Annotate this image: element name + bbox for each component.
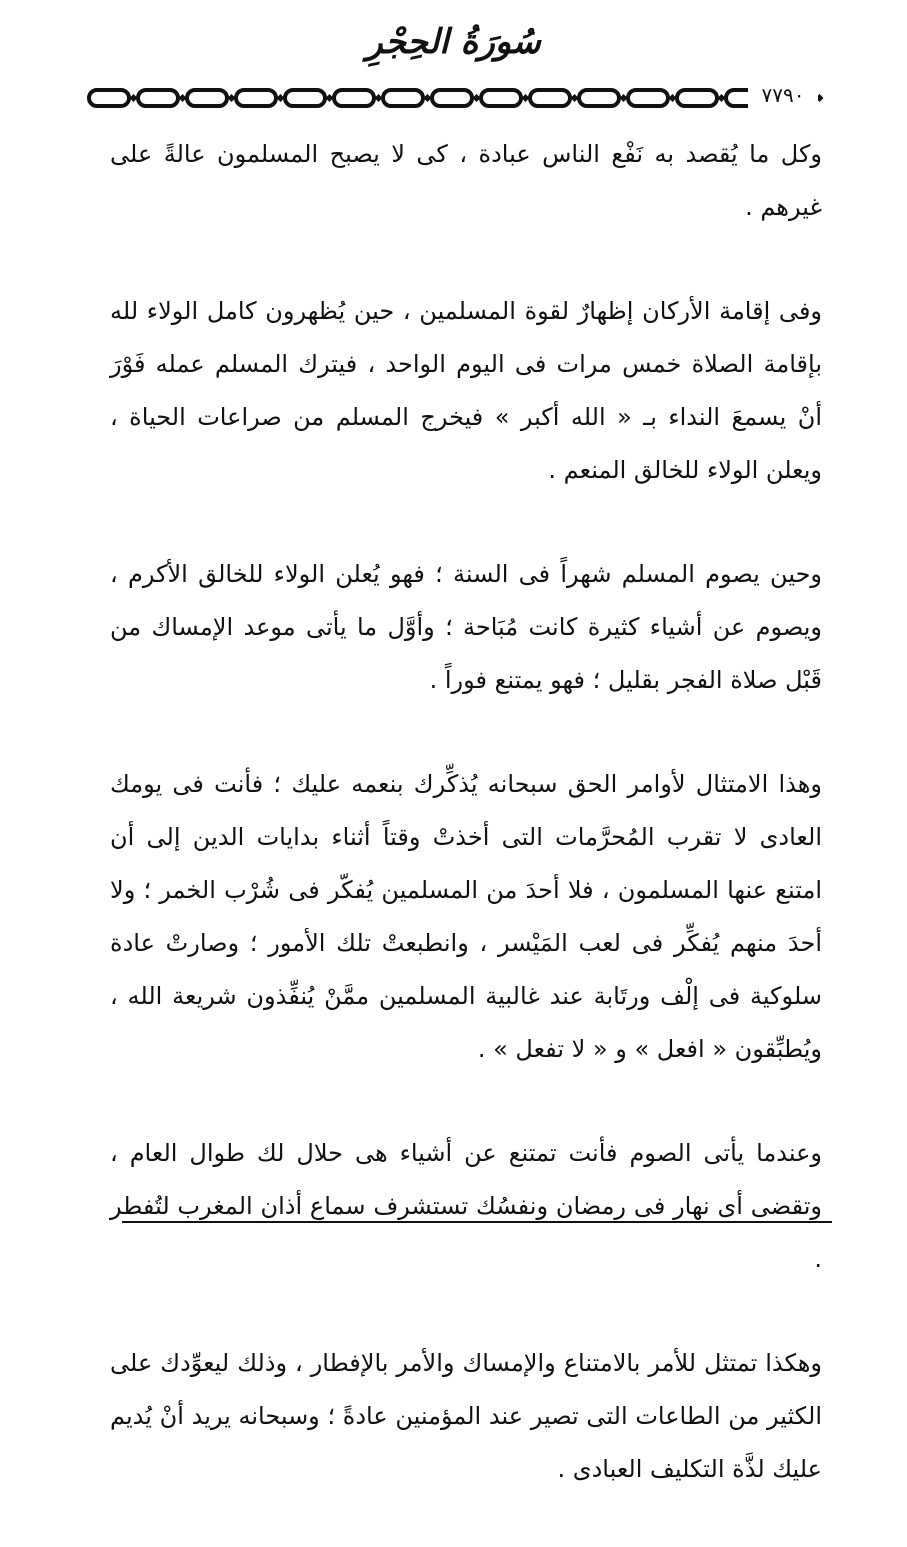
chain-link: [285, 90, 325, 106]
chain-link: [236, 90, 276, 106]
chain-dot: [277, 94, 285, 102]
chain-dot: [424, 94, 432, 102]
chain-link: [530, 90, 570, 106]
chain-dot: [228, 94, 236, 102]
chain-link: [481, 90, 521, 106]
footer-rule: [122, 1221, 832, 1223]
chain-link: [138, 90, 178, 106]
page-body: [110, 128, 822, 1547]
paragraph-1: وكل ما يُقصد به نَفْع الناس عبادة ، كى لا يصبح المسلمون عالةً على غيرهم .: [110, 140, 822, 221]
chain-link: [432, 90, 472, 106]
chain-link: [677, 90, 717, 106]
paragraph-2: وفى إقامة الأركان إظهارٌ لقوة المسلمين ، حين يُظهرون كامل الولاء لله بإقامة الصلاة خمس مرات فى اليوم الواحد ، فيترك المسلم عمله فَوْرَ أنْ يسمعَ النداء بـ « الله أكبر » فيخرج المسلم من صراعات الحياة ، ويعلن الولاء للخالق المنعم .: [110, 297, 822, 484]
chain-dot: [473, 94, 481, 102]
paragraph-6: وهكذا تمتثل للأمر بالامتناع والإمساك والأمر بالإفطار ، وذلك ليعوِّدك على الكثير من الطاعات التى تصير عند المؤمنين عادةً ؛ وسبحانه يريد أنْ يُديم عليك لذَّة التكليف العبادى .: [110, 1349, 822, 1483]
chain-dot: [669, 94, 677, 102]
paragraph-4: وهذا الامتثال لأوامر الحق سبحانه يُذكِّرك بنعمه عليك ؛ فأنت فى يومك العادى لا تقرب المُحرَّمات التى أخذتْ وقتاً أثناء بدايات الدين إلى أن امتنع عنها المسلمون ، فلا أحدَ من المسلمين يُفكّر فى شُرْب الخمر ؛ ولا أحدَ منهم يُفكِّر فى لعب المَيْسر ، وانطبعتْ تلك الأمور ؛ وصارتْ عادة سلوكية فى إلْف ورتَابة عند غالبية المسلمين ممَّنْ يُنفِّذون شريعة الله ، ويُطبِّقون « افعل » و « لا تفعل » .: [110, 770, 822, 1063]
chain-link: [187, 90, 227, 106]
chain-dot: [620, 94, 628, 102]
chain-dot: [179, 94, 187, 102]
chain-dot: [326, 94, 334, 102]
paragraph-5: وعندما يأتى الصوم فأنت تمتنع عن أشياء هى حلال لك طوال العام ، وتقضى أى نهار فى رمضان ونفسُك تستشرف سماع أذان المغرب لتُفطر .: [110, 1139, 822, 1273]
chain-dot: [375, 94, 383, 102]
chain-link: [383, 90, 423, 106]
page-number: ٧٧٩٠: [748, 82, 818, 108]
paragraph-3: وحين يصوم المسلم شهراً فى السنة ؛ فهو يُعلن الولاء للخالق الأكرم ، ويصوم عن أشياء كثيرة كانت مُبَاحة ؛ وأوَّل ما يأتى موعد الإمساك من قَبْل صلاة الفجر بقليل ؛ فهو يمتنع فوراً .: [110, 560, 822, 694]
surah-title: سُورَةُ الحِجْرِ: [366, 22, 541, 62]
chain-dot: [522, 94, 530, 102]
chain-link: [334, 90, 374, 106]
chain-dot: [130, 94, 138, 102]
chain-ornament-icon: [85, 83, 855, 113]
ornamental-border: [85, 83, 855, 113]
chain-link: [628, 90, 668, 106]
chain-link: [89, 90, 129, 106]
chain-link: [579, 90, 619, 106]
chain-dot: [571, 94, 579, 102]
chain-dot: [718, 94, 726, 102]
